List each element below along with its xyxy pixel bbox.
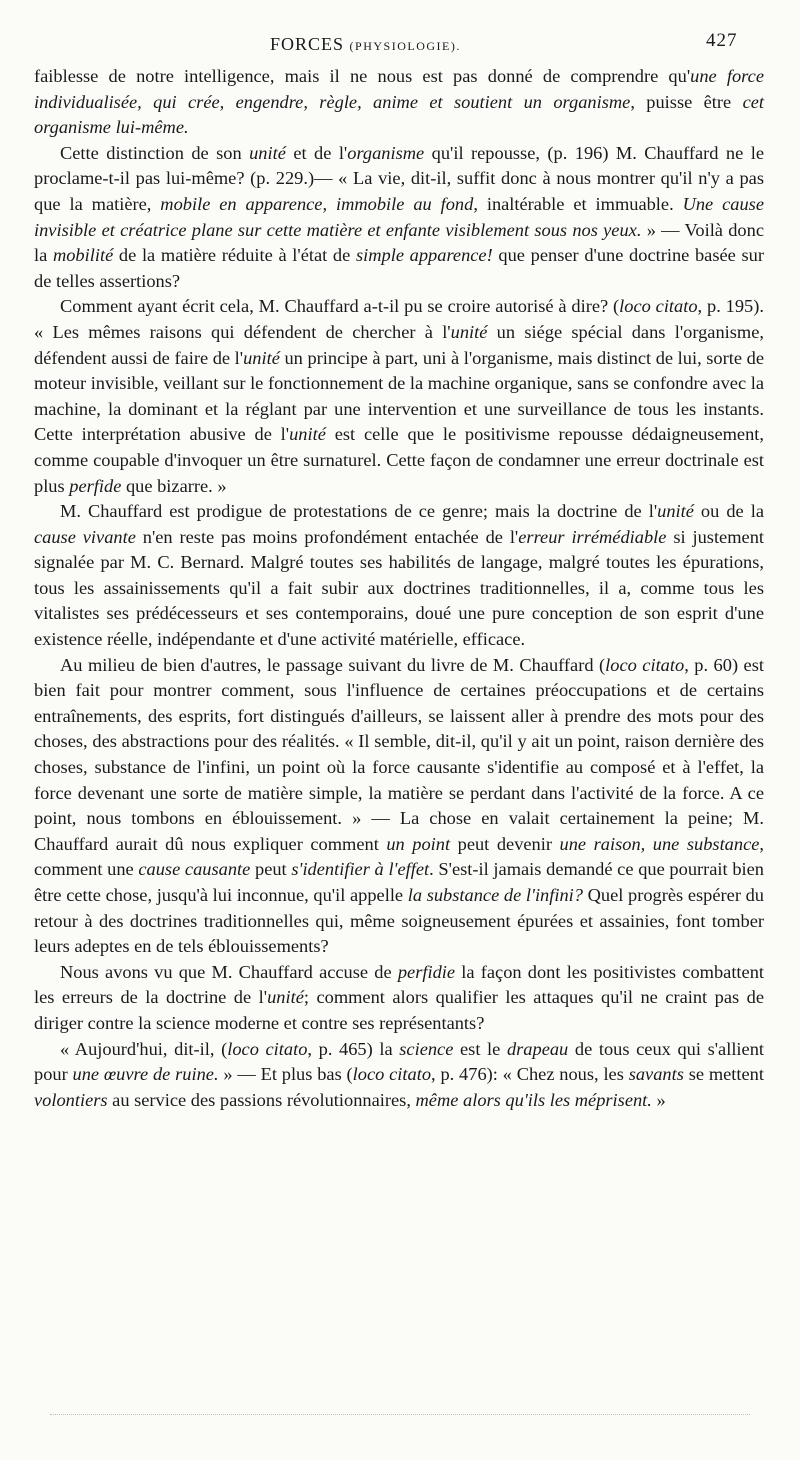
italic-span: unité <box>267 987 304 1008</box>
italic-span: simple apparence! <box>355 245 493 266</box>
italic-span: science <box>399 1038 454 1059</box>
body-text <box>34 64 764 1113</box>
italic-span: loco citato <box>605 654 685 675</box>
text-span: Au milieu de bien d'autres, le passage suivant du livre de M. Chauffard ( <box>60 654 606 675</box>
paragraph-4 <box>34 499 764 653</box>
italic-span: loco citato <box>352 1064 432 1085</box>
text-span: M. Chauffard est prodigue de protestations de ce genre; mais la doctrine de l' <box>60 501 658 522</box>
italic-span: cause vivante <box>34 526 136 547</box>
italic-span: erreur irrémédiable <box>518 526 667 547</box>
text-span: de tous ceux qui s'allient pour <box>34 1038 765 1085</box>
italic-span: s'identifier à l'effet <box>291 859 430 880</box>
italic-span: perfide <box>69 475 122 496</box>
bleed-through-artifact <box>50 1414 750 1418</box>
italic-span: même alors qu'ils les méprisent. <box>415 1089 652 1110</box>
text-span: de la matière réduite à l'état de <box>113 245 356 266</box>
paragraph-7 <box>34 1037 764 1114</box>
text-span: » <box>651 1089 666 1110</box>
italic-span: une œuvre de ruine. <box>72 1064 219 1085</box>
italic-span: unité <box>657 501 694 522</box>
paragraph-1 <box>34 64 764 141</box>
italic-span: unité <box>243 347 280 368</box>
text-span: » — Voilà donc la <box>34 219 764 266</box>
text-span: ; comment alors qualifier les attaques qu'il ne craint pas de diriger contre la science moderne et contre ses représentants? <box>34 987 765 1033</box>
italic-span: volontiers <box>34 1089 108 1110</box>
text-span: . S'est-il jamais demandé ce que pourrait bien être cette chose, jusqu'à lui inconnue, qu'il appelle <box>34 859 765 905</box>
text-span: un principe à part, uni à l'organisme, mais distinct de lui, sorte de moteur invisible, veillant sur le fonctionnement de la machine organique, sans se confondre avec la machine, la dominant et la réglant par une intervention et une surveillance de tous les instants. Cette interprétation abusive de l' <box>34 347 764 445</box>
italic-span: unité <box>289 424 326 445</box>
text-span: se mettent <box>683 1064 764 1085</box>
italic-span: mobilité <box>52 245 114 266</box>
italic-span: cet organisme lui-même. <box>34 91 764 138</box>
italic-span: mobile en apparence, immobile au fond <box>160 193 474 214</box>
text-span: si justement signalée par M. C. Bernard. Malgré toutes ses habilités de langage, malgré toutes les épurations, tous les assainissements qu'il a fait subir aux doctrines traditionnelles, il a, comme tous les vitalistes ses prédécesseurs et ses contemporains, doué une pure conception de son esprit d'une existence réelle, indépendante et d'une activité matérielle, efficace. <box>34 526 764 650</box>
title-main: FORCES <box>270 34 345 54</box>
text-span: peut <box>250 859 292 880</box>
italic-span: savants <box>628 1064 684 1085</box>
italic-span: unité <box>450 321 488 342</box>
text-span: peut devenir <box>450 833 560 854</box>
italic-span: une force individualisée, qui crée, engendre, règle, anime et soutient un organisme <box>34 66 764 112</box>
text-span: est le <box>453 1038 507 1059</box>
text-span: que bizarre. » <box>121 475 227 496</box>
text-span: , inaltérable et immuable. <box>473 193 683 214</box>
italic-span: Une cause invisible et créatrice plane sur cette matière et enfante visiblement sous nos yeux. <box>34 193 764 240</box>
italic-span: drapeau <box>506 1038 569 1059</box>
italic-span: cause causante <box>138 859 251 880</box>
text-span: qu'il repousse, (p. 196) M. Chauffard ne le proclame-t-il pas lui-même? (p. 229.)— « La vie, dit-il, suffit donc à nous montrer qu'il n'y a pas que la matière, <box>34 142 764 214</box>
running-header <box>0 30 800 58</box>
text-span: un siége spécial dans l'organisme, défendent aussi de faire de l' <box>34 321 765 368</box>
italic-span: perfidie <box>397 961 456 982</box>
text-span: Comment ayant écrit cela, M. Chauffard a-t-il pu se croire autorisé à dire? ( <box>60 296 620 317</box>
italic-span: la substance de l'infini? <box>407 885 583 905</box>
text-span: Cette distinction de son <box>60 142 250 163</box>
text-span: ou de la <box>693 501 764 522</box>
italic-span: une raison, une substance <box>559 833 760 854</box>
italic-span: loco citato <box>619 296 698 317</box>
text-span: , p. 476): « Chez nous, les <box>431 1064 629 1085</box>
running-title <box>270 34 461 55</box>
italic-span: unité <box>249 142 286 163</box>
text-span: n'en reste pas moins profondément entachée de l' <box>135 526 519 547</box>
italic-span: organisme <box>347 142 425 163</box>
text-span: que penser d'une doctrine basée sur de telles assertions? <box>34 245 764 291</box>
italic-span: un point <box>386 833 451 854</box>
paragraph-6 <box>34 960 764 1037</box>
text-span: au service des passions révolutionnaires, <box>107 1089 416 1110</box>
text-span: , p. 195). « Les mêmes raisons qui défendent de chercher à l' <box>34 296 764 342</box>
text-span: Nous avons vu que M. Chauffard accuse de <box>60 961 398 982</box>
text-span: Quel progrès espérer du retour à des doctrines traditionnelles qui, même soigneusement épurées et assainies, font tomber leurs adeptes en de tels éblouissements? <box>34 885 764 957</box>
title-subtitle: (PHYSIOLOGIE). <box>349 39 461 53</box>
paragraph-5 <box>34 653 764 960</box>
text-span: , p. 60) est bien fait pour montrer comment, sous l'influence de certaines préoccupations et de certains entraînements, des esprits, fort distingués d'ailleurs, se laissent aller à prendre des mots pour des choses, des abstractions pour des réalités. « Il semble, dit-il, qu'il y ait un point, raison dernière des choses, substance de l'infini, un point où la force causante s'identifie au composé et à l'effet, la force devenant une sorte de matière simple, la matière se perdant dans l'activité de la force. A ce point, nous tombons en éblouissement. » — La chose en valait certainement la peine; M. Chauffard aurait dû nous expliquer comment <box>34 654 764 854</box>
paragraph-2 <box>34 141 764 295</box>
text-span: , p. 465) la <box>307 1038 400 1059</box>
text-span: « Aujourd'hui, dit-il, ( <box>60 1038 228 1059</box>
text-span: faiblesse de notre intelligence, mais il ne nous est pas donné de comprendre qu' <box>34 66 691 86</box>
text-span: la façon dont les positivistes combattent les erreurs de la doctrine de l' <box>34 961 765 1008</box>
text-span: , comment une <box>34 833 765 880</box>
text-span: , puisse être <box>630 91 743 112</box>
italic-span: loco citato <box>227 1038 308 1059</box>
text-span: et de l' <box>285 142 348 163</box>
page-number: 427 <box>706 30 738 51</box>
text-span: est celle que le positivisme repousse dédaigneusement, comme coupable d'invoquer un être surnaturel. Cette façon de condamner une erreur doctrinale est plus <box>34 424 764 496</box>
text-span: » — Et plus bas ( <box>218 1064 353 1085</box>
paragraph-3 <box>34 294 764 499</box>
